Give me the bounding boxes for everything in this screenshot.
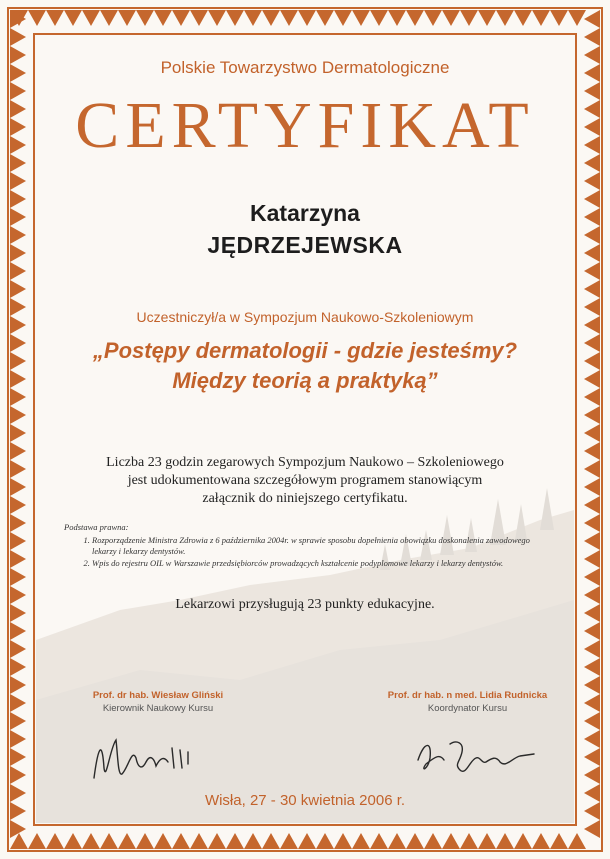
signatory-left (58, 690, 258, 714)
signature-right (410, 730, 540, 785)
hours-line-3: załącznik do niniejszego certyfikatu. (202, 491, 408, 506)
legal-item: 1. Rozporządzenie Ministra Zdrowia z 6 października 2004r. w sprawie sposobu dopełnienia obowiązku doskonalenia zawodowego lekarzy i lekarzy dentystów. (92, 535, 534, 557)
topic-line-2: Między teorią a praktyką” (172, 368, 438, 393)
signatory-right-role: Koordynator Kursu (427, 703, 508, 714)
signatory-left-name: Prof. dr hab. Wiesław Gliński (92, 690, 224, 701)
legal-list (64, 535, 534, 569)
signatory-left-role: Kierownik Naukowy Kursu (102, 703, 214, 714)
signatory-right-name: Prof. dr hab. n med. Lidia Rudnicka (387, 690, 548, 701)
signature-left (88, 728, 198, 788)
legal-item: 2. Wpis do rejestru OIL w Warszawie przedsiębiorców prowadzących kształcenie podyplomowe lekarzy i lekarzy dentystów. (92, 558, 534, 569)
society-name: Polskie Towarzystwo Dermatologiczne (160, 58, 450, 77)
legal-heading: Podstawa prawna: (64, 522, 129, 532)
certificate-title: CERTYFIKAT (75, 89, 535, 162)
participation-text: Uczestniczył/a w Sympozjum Naukowo-Szkoleniowym (136, 309, 474, 325)
topic-line-1: „Postępy dermatologii - gdzie jesteśmy? (92, 338, 518, 363)
signatory-right (365, 690, 570, 714)
education-points: Lekarzowi przysługują 23 punkty edukacyjne. (175, 597, 435, 612)
hours-line-1: Liczba 23 godzin zegarowych Sympozjum Naukowo – Szkoleniowego (106, 455, 504, 470)
place-and-date: Wisła, 27 - 30 kwietnia 2006 r. (204, 792, 406, 809)
recipient-first-name: Katarzyna (250, 200, 360, 226)
symposium-topic (0, 336, 610, 396)
hours-line-2: jest udokumentowana szczegółowym programem stanowiącym (127, 473, 483, 488)
hours-statement (60, 454, 550, 508)
legal-basis (64, 522, 534, 570)
recipient-last-name: JĘDRZEJEWSKA (207, 232, 403, 258)
